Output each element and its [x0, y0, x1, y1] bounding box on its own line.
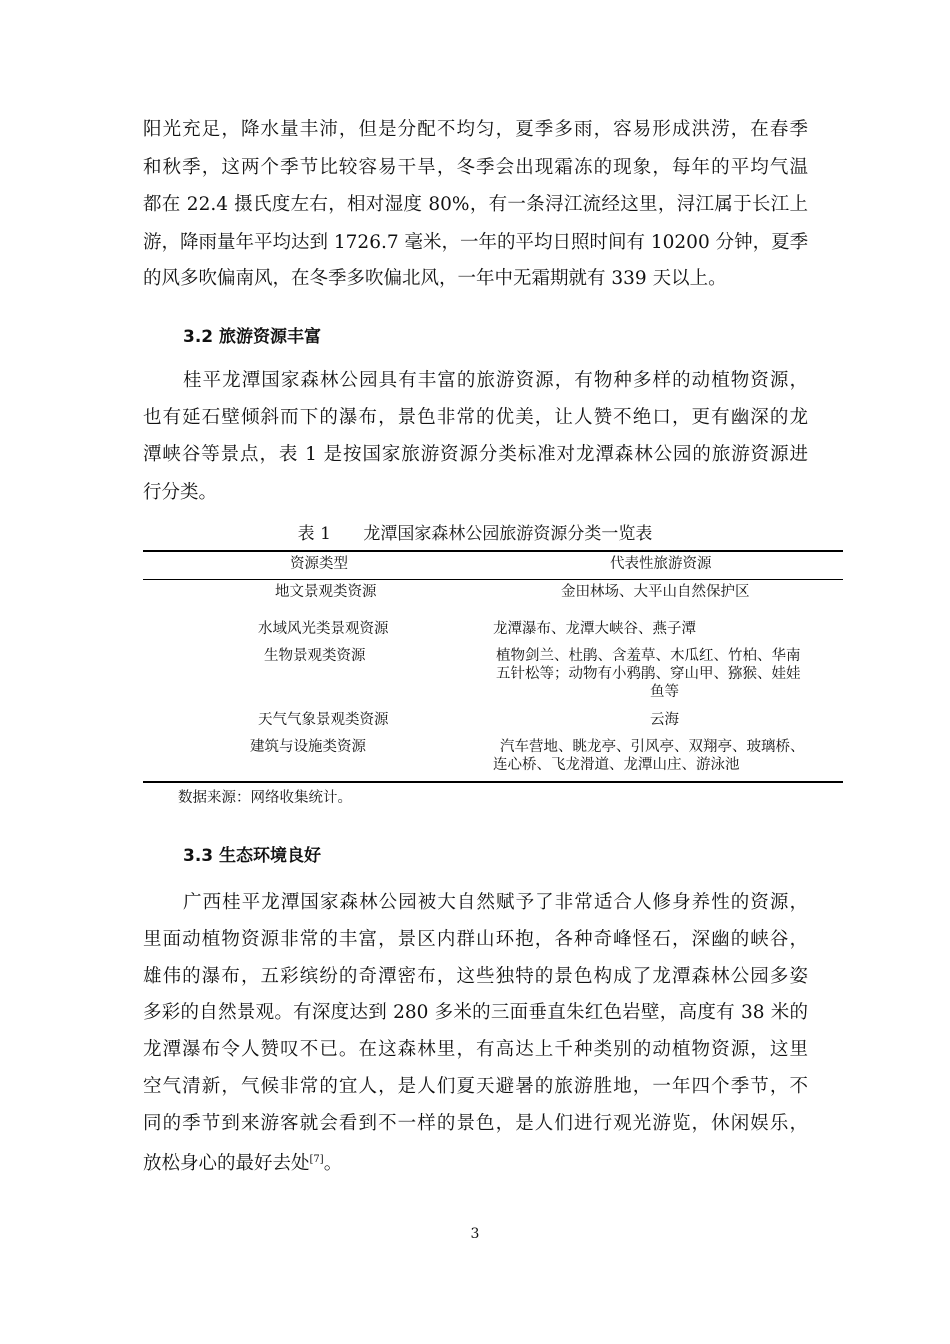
text-line: 也有延石壁倾斜而下的瀑布，景色非常的优美，让人赞不绝口，更有幽深的龙	[143, 407, 808, 428]
text-line: 桂平龙潭国家森林公园具有丰富的旅游资源，有物种多样的动植物资源，	[183, 370, 808, 391]
table-cell-type: 水域风光类景观资源	[258, 621, 389, 637]
table-cell-type: 生物景观类资源	[264, 648, 366, 664]
table-header-type: 资源类型	[290, 556, 348, 572]
table-cell-resources: 云海	[650, 712, 679, 728]
text-line: 同的季节到来游客就会看到不一样的景色，是人们进行观光游览，休闲娱乐，	[143, 1113, 808, 1134]
text-line: 游，降雨量年平均达到 1726.7 毫米，一年的平均日照时间有 10200 分钟，夏季	[143, 232, 809, 253]
table-cell-resources: 连心桥、飞龙滑道、龙潭山庄、游泳池	[493, 757, 740, 773]
table-top-rule	[143, 550, 843, 552]
text-line	[143, 1148, 342, 1176]
text-line: 空气清新，气候非常的宜人，是人们夏天避暑的旅游胜地，一年四个季节，不	[143, 1076, 808, 1097]
table-source-note: 数据来源：网络收集统计。	[178, 790, 352, 806]
table-cell-resources: 汽车营地、眺龙亭、引风亭、双翔亭、玻璃桥、	[500, 739, 805, 755]
section-heading-3-3: 3.3 生态环境良好	[183, 846, 322, 866]
table-cell-resources: 金田林场、大平山自然保护区	[561, 584, 750, 600]
text-line: 雄伟的瀑布，五彩缤纷的奇潭密布，这些独特的景色构成了龙潭森林公园多姿	[143, 966, 808, 987]
text-line: 龙潭瀑布令人赞叹不已。在这森林里，有高达上千种类别的动植物资源，这里	[143, 1039, 808, 1060]
text-line: 都在 22.4 摄氏度左右，相对湿度 80%，有一条浔江流经这里，浔江属于长江上	[143, 194, 808, 215]
table-header-resources: 代表性旅游资源	[610, 556, 712, 572]
text-line: 里面动植物资源非常的丰富，景区内群山环抱，各种奇峰怪石，深幽的峡谷，	[143, 929, 808, 950]
text-line: 广西桂平龙潭国家森林公园被大自然赋予了非常适合人修身养性的资源，	[183, 892, 808, 913]
text-line: 潭峡谷等景点，表 1 是按国家旅游资源分类标准对龙潭森林公园的旅游资源进	[143, 444, 808, 465]
section-heading-3-2: 3.2 旅游资源丰富	[183, 327, 322, 347]
table-bottom-rule	[143, 781, 843, 783]
text-line: 阳光充足，降水量丰沛，但是分配不均匀，夏季多雨，容易形成洪涝，在春季	[143, 119, 808, 140]
page-number: 3	[470, 1226, 480, 1242]
table-caption: 表 1 龙潭国家森林公园旅游资源分类一览表	[297, 524, 653, 544]
text-line: 的风多吹偏南风，在冬季多吹偏北风，一年中无霜期就有 339 天以上。	[143, 268, 727, 289]
citation-reference[interactable]: [7]	[309, 1154, 324, 1165]
text-line: 多彩的自然景观。有深度达到 280 多米的三面垂直朱红色岩壁，高度有 38 米的	[143, 1002, 808, 1023]
table-cell-resources: 五针松等；动物有小鸦鹃、穿山甲、猕猴、娃娃	[496, 666, 801, 682]
text-fragment: 。	[323, 1153, 343, 1175]
text-line: 行分类。	[143, 482, 218, 503]
table-cell-resources: 植物剑兰、杜鹃、含羞草、木瓜红、竹柏、华南	[496, 648, 801, 664]
table-cell-type: 天气气象景观类资源	[258, 712, 389, 728]
table-cell-type: 建筑与设施类资源	[250, 739, 366, 755]
text-line: 和秋季，这两个季节比较容易干旱，冬季会出现霜冻的现象，每年的平均气温	[143, 157, 808, 178]
table-cell-type: 地文景观类资源	[275, 584, 377, 600]
text-fragment: 放松身心的最好去处	[143, 1153, 310, 1175]
table-cell-resources: 龙潭瀑布、龙潭大峡谷、燕子潭	[493, 621, 696, 637]
table-cell-resources: 鱼等	[650, 684, 679, 700]
table-header-rule	[143, 579, 843, 580]
